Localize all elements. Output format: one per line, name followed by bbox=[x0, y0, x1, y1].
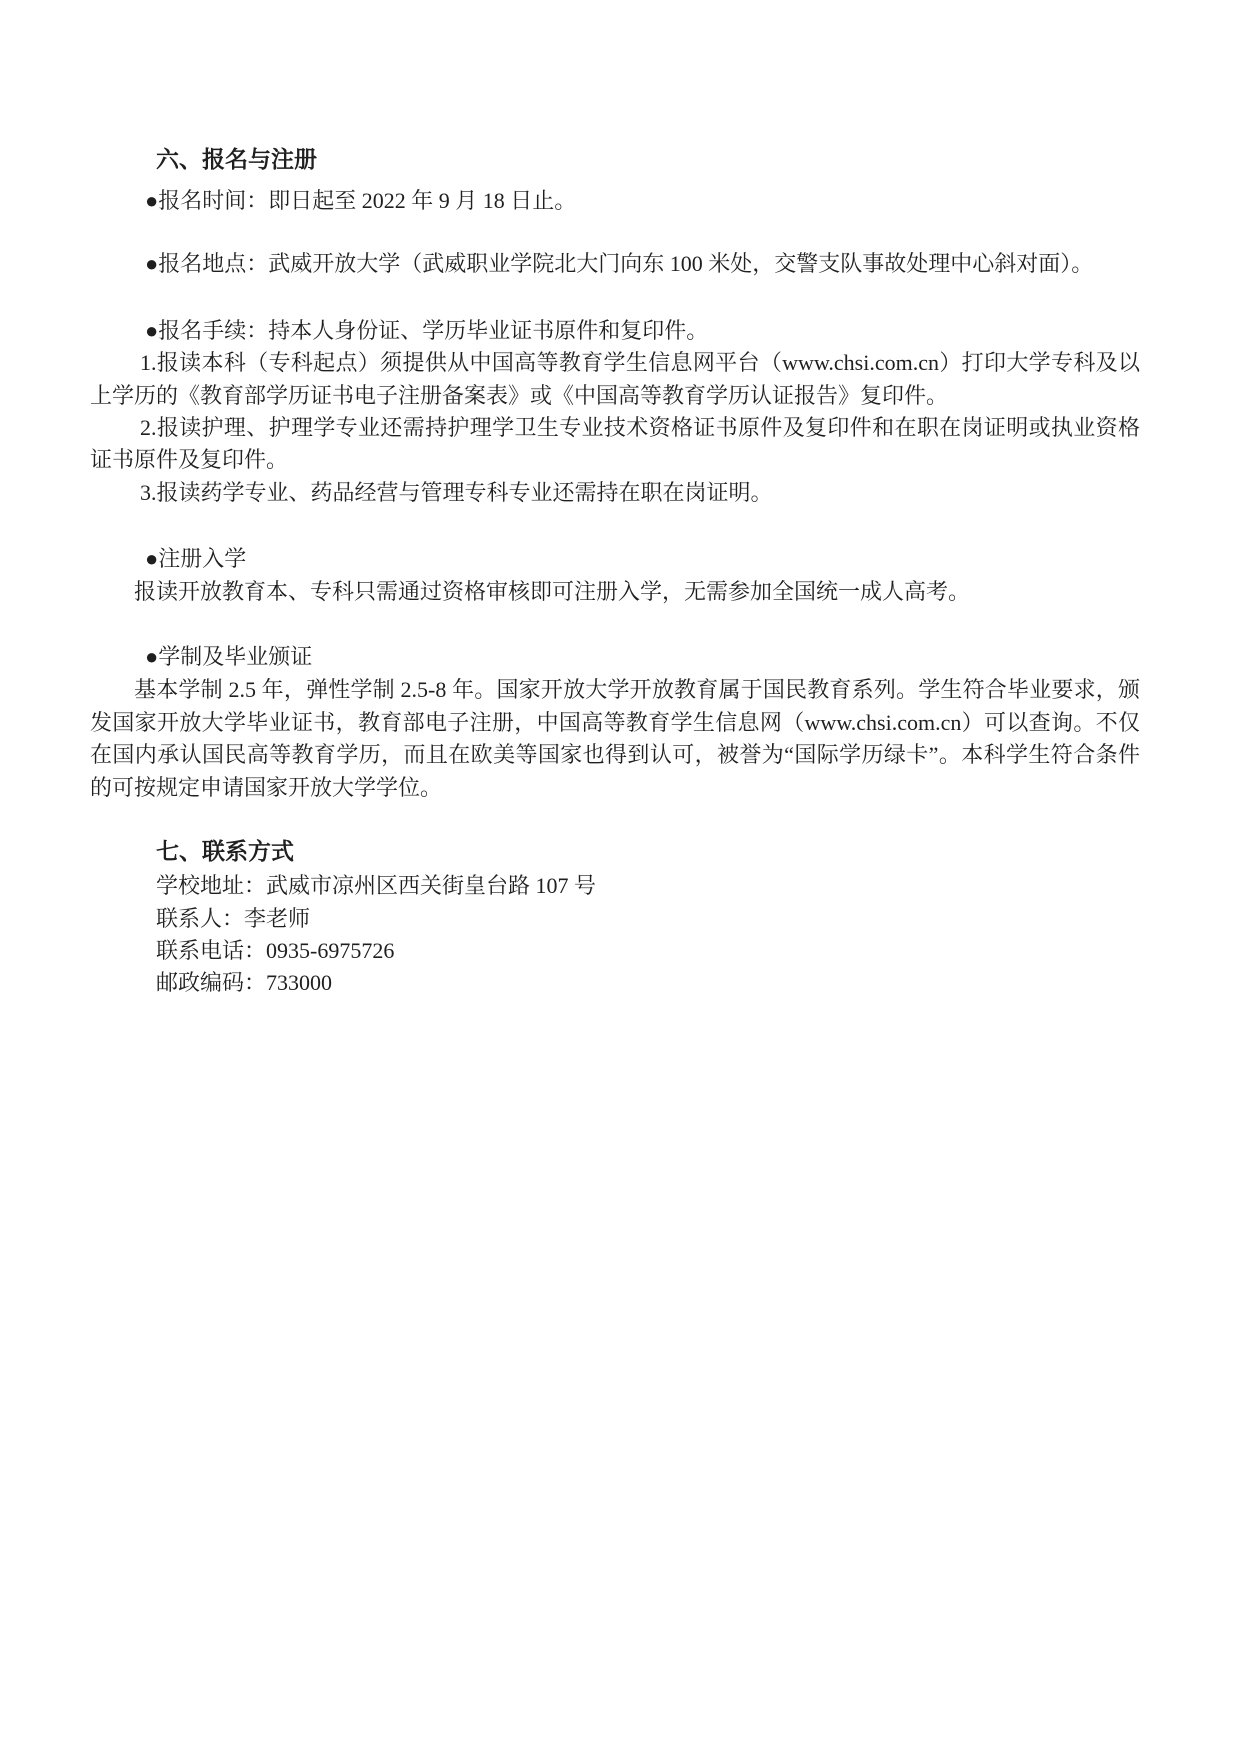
section-heading-contact: 七、联系方式 bbox=[156, 839, 294, 865]
para-enrollment-text: 报读开放教育本、专科只需通过资格审核即可注册入学，无需参加全国统一成人高考。 bbox=[134, 578, 971, 604]
section-heading-registration: 六、报名与注册 bbox=[156, 147, 317, 172]
contact-postcode-line: 邮政编码：733000 bbox=[156, 970, 333, 996]
para-duration-text: 基本学制 2.5 年，弹性学制 2.5-8 年。国家开放大学开放教育属于国民教育系列。学生符合毕业要求，颁发国家开放大学毕业证书，教育部电子注册，中国高等教育学生信息网（www.chsi.com.cn）可以查询。不仅在国内承认国民高等教育学历，而且在欧美等国家也得到认可，被誉为“国际学历绿卡”。本科学生符合条件的可按规定申请国家开放大学学位。 bbox=[90, 677, 1140, 800]
para-procedure-item-2: 2.报读护理、护理学专业还需持护理学卫生专业技术资格证书原件及复印件和在职在岗证明或执业资格证书原件及复印件。 bbox=[90, 415, 1140, 473]
para-registration-procedure: ●报名手续：持本人身份证、学历毕业证书原件和复印件。 bbox=[145, 317, 709, 343]
contact-address-line: 学校地址：武威市凉州区西关街皇台路 107 号 bbox=[156, 873, 597, 899]
contact-person-line: 联系人：李老师 bbox=[156, 905, 311, 931]
para-enrollment-heading: ●注册入学 bbox=[145, 546, 247, 572]
para-procedure-item-1: 1.报读本科（专科起点）须提供从中国高等教育学生信息网平台（www.chsi.com.cn）打印大学专科及以上学历的《教育部学历证书电子注册备案表》或《中国高等教育学历认证报告》复印件。 bbox=[90, 350, 1140, 408]
para-duration-heading: ●学制及毕业颁证 bbox=[145, 644, 313, 670]
para-registration-place: ●报名地点：武威开放大学（武威职业学院北大门向东 100 米处，交警支队事故处理中心斜对面）。 bbox=[145, 251, 1094, 277]
contact-phone-line: 联系电话：0935-6975726 bbox=[156, 937, 395, 963]
para-procedure-item-3: 3.报读药学专业、药品经营与管理专科专业还需持在职在岗证明。 bbox=[140, 479, 773, 505]
para-registration-time: ●报名时间：即日起至 2022 年 9 月 18 日止。 bbox=[145, 188, 577, 213]
